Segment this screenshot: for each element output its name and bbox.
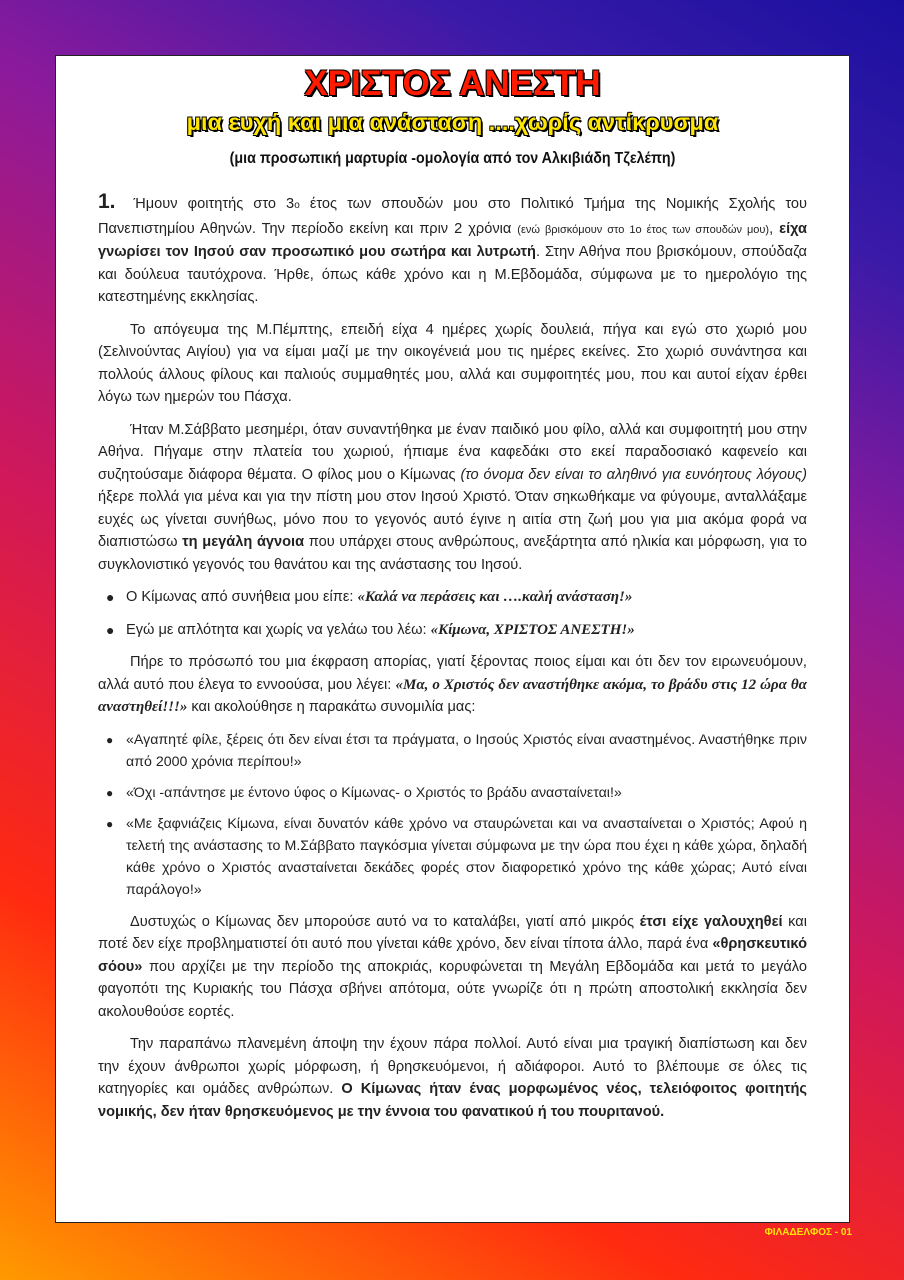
text: Εγώ με απλότητα και χωρίς να γελάω του λέω: [126,621,431,638]
quote: «Κίμωνα, ΧΡΙΣΤΟΣ ΑΝΕΣΤΗ!» [430,621,635,638]
article-body [98,191,807,1123]
text: ήξερε πολλά για μένα και για την πίστη μου στον Ιησού Χριστό. Όταν σηκωθήκαμε να φύγουμε, ανταλλάξαμε ευχές ως γίνεται συνήθως, μόνο που το γεγονός αυτό έγινε η αιτία στη ζωή μου για μια ακόμα φορά να διαπιστώσω [98,489,807,550]
text: που υπάρχει στους ανθρώπους, ανεξάρτητα από ηλικία και μόρφωση, για το συγκλονιστικό γεγονός του θανάτου και της ανάστασης του Ιησού. [98,534,808,573]
emphasis: Ο Κίμωνας ήταν ένας μορφωμένος νέος, τελειόφοιτος φοιτητής νομικής, δεν ήταν θρησκευόμενος με την έννοια του φανατικού ή του πουριτανού. [98,1081,807,1120]
ordinal-suffix: ο [294,200,300,211]
article-subtitle: μια ευχή και μια ανάσταση ....χωρίς αντίκρυσμα [186,109,719,135]
dialogue-line: «Όχι -απάντησε με έντονο ύφος ο Κίμωνας- ο Χριστός το βράδυ ανασταίνεται!» [126,784,622,801]
article-byline: (μια προσωπική μαρτυρία -ομολογία από τον Αλκιβιάδη Τζελέπη) [229,150,676,167]
text: . Στην Αθήνα που βρισκόμουν, σπούδαζα και δούλευα ταυτόχρονα. Ήρθε, όπως κάθε χρόνο και η Μ.Εβδομάδα, σύμφωνα με το ημερολόγιο της κατεστημένης εκκλησίας. [98,244,807,305]
text: Πήρε το πρόσωπό του μια έκφραση απορίας, γιατί ξέροντας ποιος είμαι και ότι δεν τον ειρωνευόμουν, αλλά αυτό που έλεγα το εννοούσα, μου λέγει: [98,654,807,693]
paragraph-1 [98,191,807,309]
paragraph-4 [98,651,807,719]
text: και ακολούθησε η παρακάτω συνομιλία μας: [187,699,476,715]
small-note: (ενώ βρισκόμουν στο 1ο έτος των σπουδών μου) [517,223,770,236]
emphasis: είχα γνωρίσει τον Ιησού σαν προσωπικό μου σωτήρα και λυτρωτή [98,220,807,260]
list-item [98,813,807,901]
emphasis: «θρησκευτικό σόου» [98,936,807,975]
paragraph-5 [98,911,807,1024]
italic-note: (το όνομα δεν είναι το αληθινό για ευνόητους λόγους) [460,466,807,483]
bullet-icon: ● [106,589,115,605]
bullet-icon: ● [106,732,114,747]
text: και ποτέ δεν είχε προβληματιστεί ότι αυτό που γίνεται κάθε χρόνο, δεν είναι τίποτα άλλο, παρά ένα [98,913,807,952]
emphasis: τη μεγάλη άγνοια [182,534,305,550]
list-item [98,619,807,642]
paragraph-2: Το απόγευμα της Μ.Πέμπτης, επειδή είχα 4 ημέρες χωρίς δουλειά, πήγα και εγώ στο χωριό μου (Σελινούντας Αιγίου) για να είμαι μαζί με την οικογένειά μου τις ημέρες εκείνες. Στο χωριό συνάντησα και πολλούς άλλους φίλους και παλιούς συμμαθητές μου, αλλά και συμφοιτητές μου, που και αυτοί είχαν έρθει λόγω των ημερών του Πάσχα. [98,321,807,405]
dialogue-line: «Αγαπητέ φίλε, ξέρεις ότι δεν είναι έτσι τα πράγματα, ο Ιησούς Χριστός είναι αναστημένος. Αναστήθηκε πριν από 2000 χρόνια περίπου!» [126,731,807,770]
bullet-icon: ● [106,816,114,831]
dialogue-list [98,729,807,901]
text: Την παραπάνω πλανεμένη άποψη την έχουν πάρα πολλοί. Αυτό είναι μια τραγική διαπίστωση και δεν την έχουν άνθρωποι χωρίς μόρφωση, ή θρησκευόμενοι, ή αδιάφοροι. Αυτό το βλέπουμε σε όλες τις κατηγορίες και ομάδες ανθρώπων. [98,1036,807,1097]
paragraph-6 [98,1033,807,1123]
text: Ήταν Μ.Σάββατο μεσημέρι, όταν συναντήθηκα με έναν παιδικό μου φίλο, αλλά και συμφοιτητή μου στην Αθήνα. Πήγαμε στην πλατεία του χωριού, ήπιαμε ένα καφεδάκι στο εκεί παραδοσιακό καφενείο και συζητούσαμε διάφορα θέματα. Ο φίλος μου ο Κίμωνας [98,421,807,483]
article-page [55,55,850,1223]
article-title: ΧΡΙΣΤΟΣ ΑΝΕΣΤΗ [304,64,601,103]
greeting-list [98,586,807,641]
quote: «Μα, ο Χριστός δεν αναστήθηκε ακόμα, το βράδυ στις 12 ώρα θα αναστηθεί!!!» [98,676,807,715]
text: που αρχίζει με την περίοδο της αποκριάς, κορυφώνεται τη Μεγάλη Εβδομάδα και μετά το μεγάλο φαγοπότι της Κυριακής του Πάσχα σβήνει απότομα, ούτε γνωρίζε ότι η πρώτη αποστολική εκκλησία δεν ακολουθούσε εορτές. [98,958,807,1020]
list-item [98,782,807,804]
bullet-icon: ● [106,621,115,638]
page-footer: ΦΙΛΑΔΕΛΦΟΣ - 01 [764,1227,852,1238]
quote: «Καλά να περάσεις και ….καλή ανάσταση!» [357,589,633,605]
text: Ήμουν φοιτητής στο 3 [133,196,295,212]
emphasis: έτσι είχε γαλουχηθεί [639,913,783,930]
text: , [769,220,780,237]
paragraph-3 [98,419,807,577]
paragraph-number: 1. [98,190,116,213]
bullet-icon: ● [106,785,114,800]
list-item [98,586,807,609]
list-item [98,729,807,773]
text: Ο Κίμωνας από συνήθεια μου είπε: [126,589,358,605]
text: Δυστυχώς ο Κίμωνας δεν μπορούσε αυτό να το καταλάβει, γιατί από μικρός [130,913,640,930]
text: έτος των σπουδών μου στο Πολιτικό Τμήμα της Νομικής Σχολής του Πανεπιστημίου Αθηνών. Την περίοδο εκείνη και πριν 2 χρόνια [98,196,807,237]
dialogue-line: «Με ξαφνιάζεις Κίμωνα, είναι δυνατόν κάθε χρόνο να σταυρώνεται και να ανασταίνεται ο Χριστός; Αφού η τελετή της ανάστασης το Μ.Σάββατο παγκόσμια γίνεται σύμφωνα με την ώρα που έχει η κάθε χώρα, δηλαδή κάθε χρόνο ο Χριστός ανασταίνεται δεκάδες φορές στον διαφορετικό χρόνο της κάθε χώρας; Αυτό είναι παράλογο!» [126,815,807,898]
